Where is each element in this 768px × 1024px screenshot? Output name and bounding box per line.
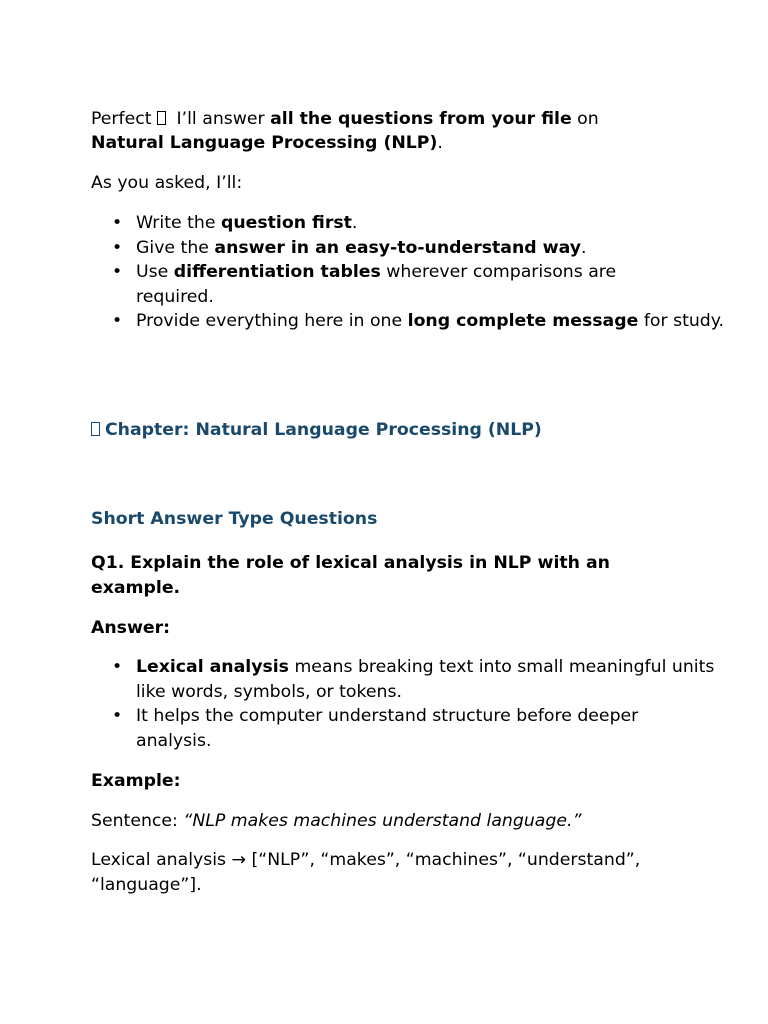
- example-label: Example:: [91, 771, 181, 791]
- bullet-icon: •: [112, 311, 123, 332]
- perfect-text: Perfect: [91, 109, 152, 129]
- plan-item: • Write the question first.: [91, 211, 691, 236]
- section-heading: Short Answer Type Questions: [91, 509, 378, 529]
- as-asked-text: As you asked, I’ll:: [91, 173, 243, 193]
- intro-answer-text: I’ll answer: [171, 109, 271, 129]
- answer-item: • It helps the computer understand structure before deeper analysis.: [112, 706, 639, 751]
- bullet-icon: •: [112, 262, 123, 283]
- intro-on-text: on: [571, 109, 599, 129]
- intro-line-2: [91, 131, 443, 156]
- lexical-result-line-1: Lexical analysis → [“NLP”, “makes”, “machines”, “understand”,: [91, 850, 641, 870]
- intro-topic-bold: Natural Language Processing (NLP): [91, 133, 438, 153]
- example-sentence: Sentence: “NLP makes machines understand language.”: [91, 811, 582, 831]
- plan-item: • Use differentiation tables wherever comparisons are required.: [112, 262, 617, 307]
- answer-item: • Lexical analysis means breaking text into small meaningful units like words, symbols, or tokens.: [112, 657, 715, 702]
- intro-line-1: [91, 107, 599, 132]
- question-q1-line-2: example.: [91, 578, 181, 598]
- answer-label: Answer:: [91, 618, 171, 638]
- missing-glyph-icon: [91, 422, 100, 436]
- bullet-icon: •: [112, 213, 123, 233]
- lexical-result-line-2: “language”].: [91, 875, 202, 895]
- bullet-icon: •: [112, 706, 123, 727]
- plan-item: • Provide everything here in one long complete message for study.: [91, 309, 736, 334]
- intro-topic-period: .: [437, 133, 443, 153]
- plan-item: • Give the answer in an easy-to-understand way.: [91, 236, 691, 261]
- chapter-heading: Chapter: Natural Language Processing (NLP): [91, 418, 542, 443]
- question-q1: Q1. Explain the role of lexical analysis in NLP with an: [91, 553, 610, 573]
- bullet-icon: •: [112, 237, 123, 258]
- bullet-icon: •: [112, 657, 123, 677]
- answer-list: [91, 655, 715, 753]
- plan-list: [91, 211, 725, 334]
- example-sentence-quote: “NLP makes machines understand language.”: [183, 811, 582, 831]
- intro-answer-bold: all the questions from your file: [270, 109, 572, 129]
- missing-glyph-icon: [157, 111, 166, 125]
